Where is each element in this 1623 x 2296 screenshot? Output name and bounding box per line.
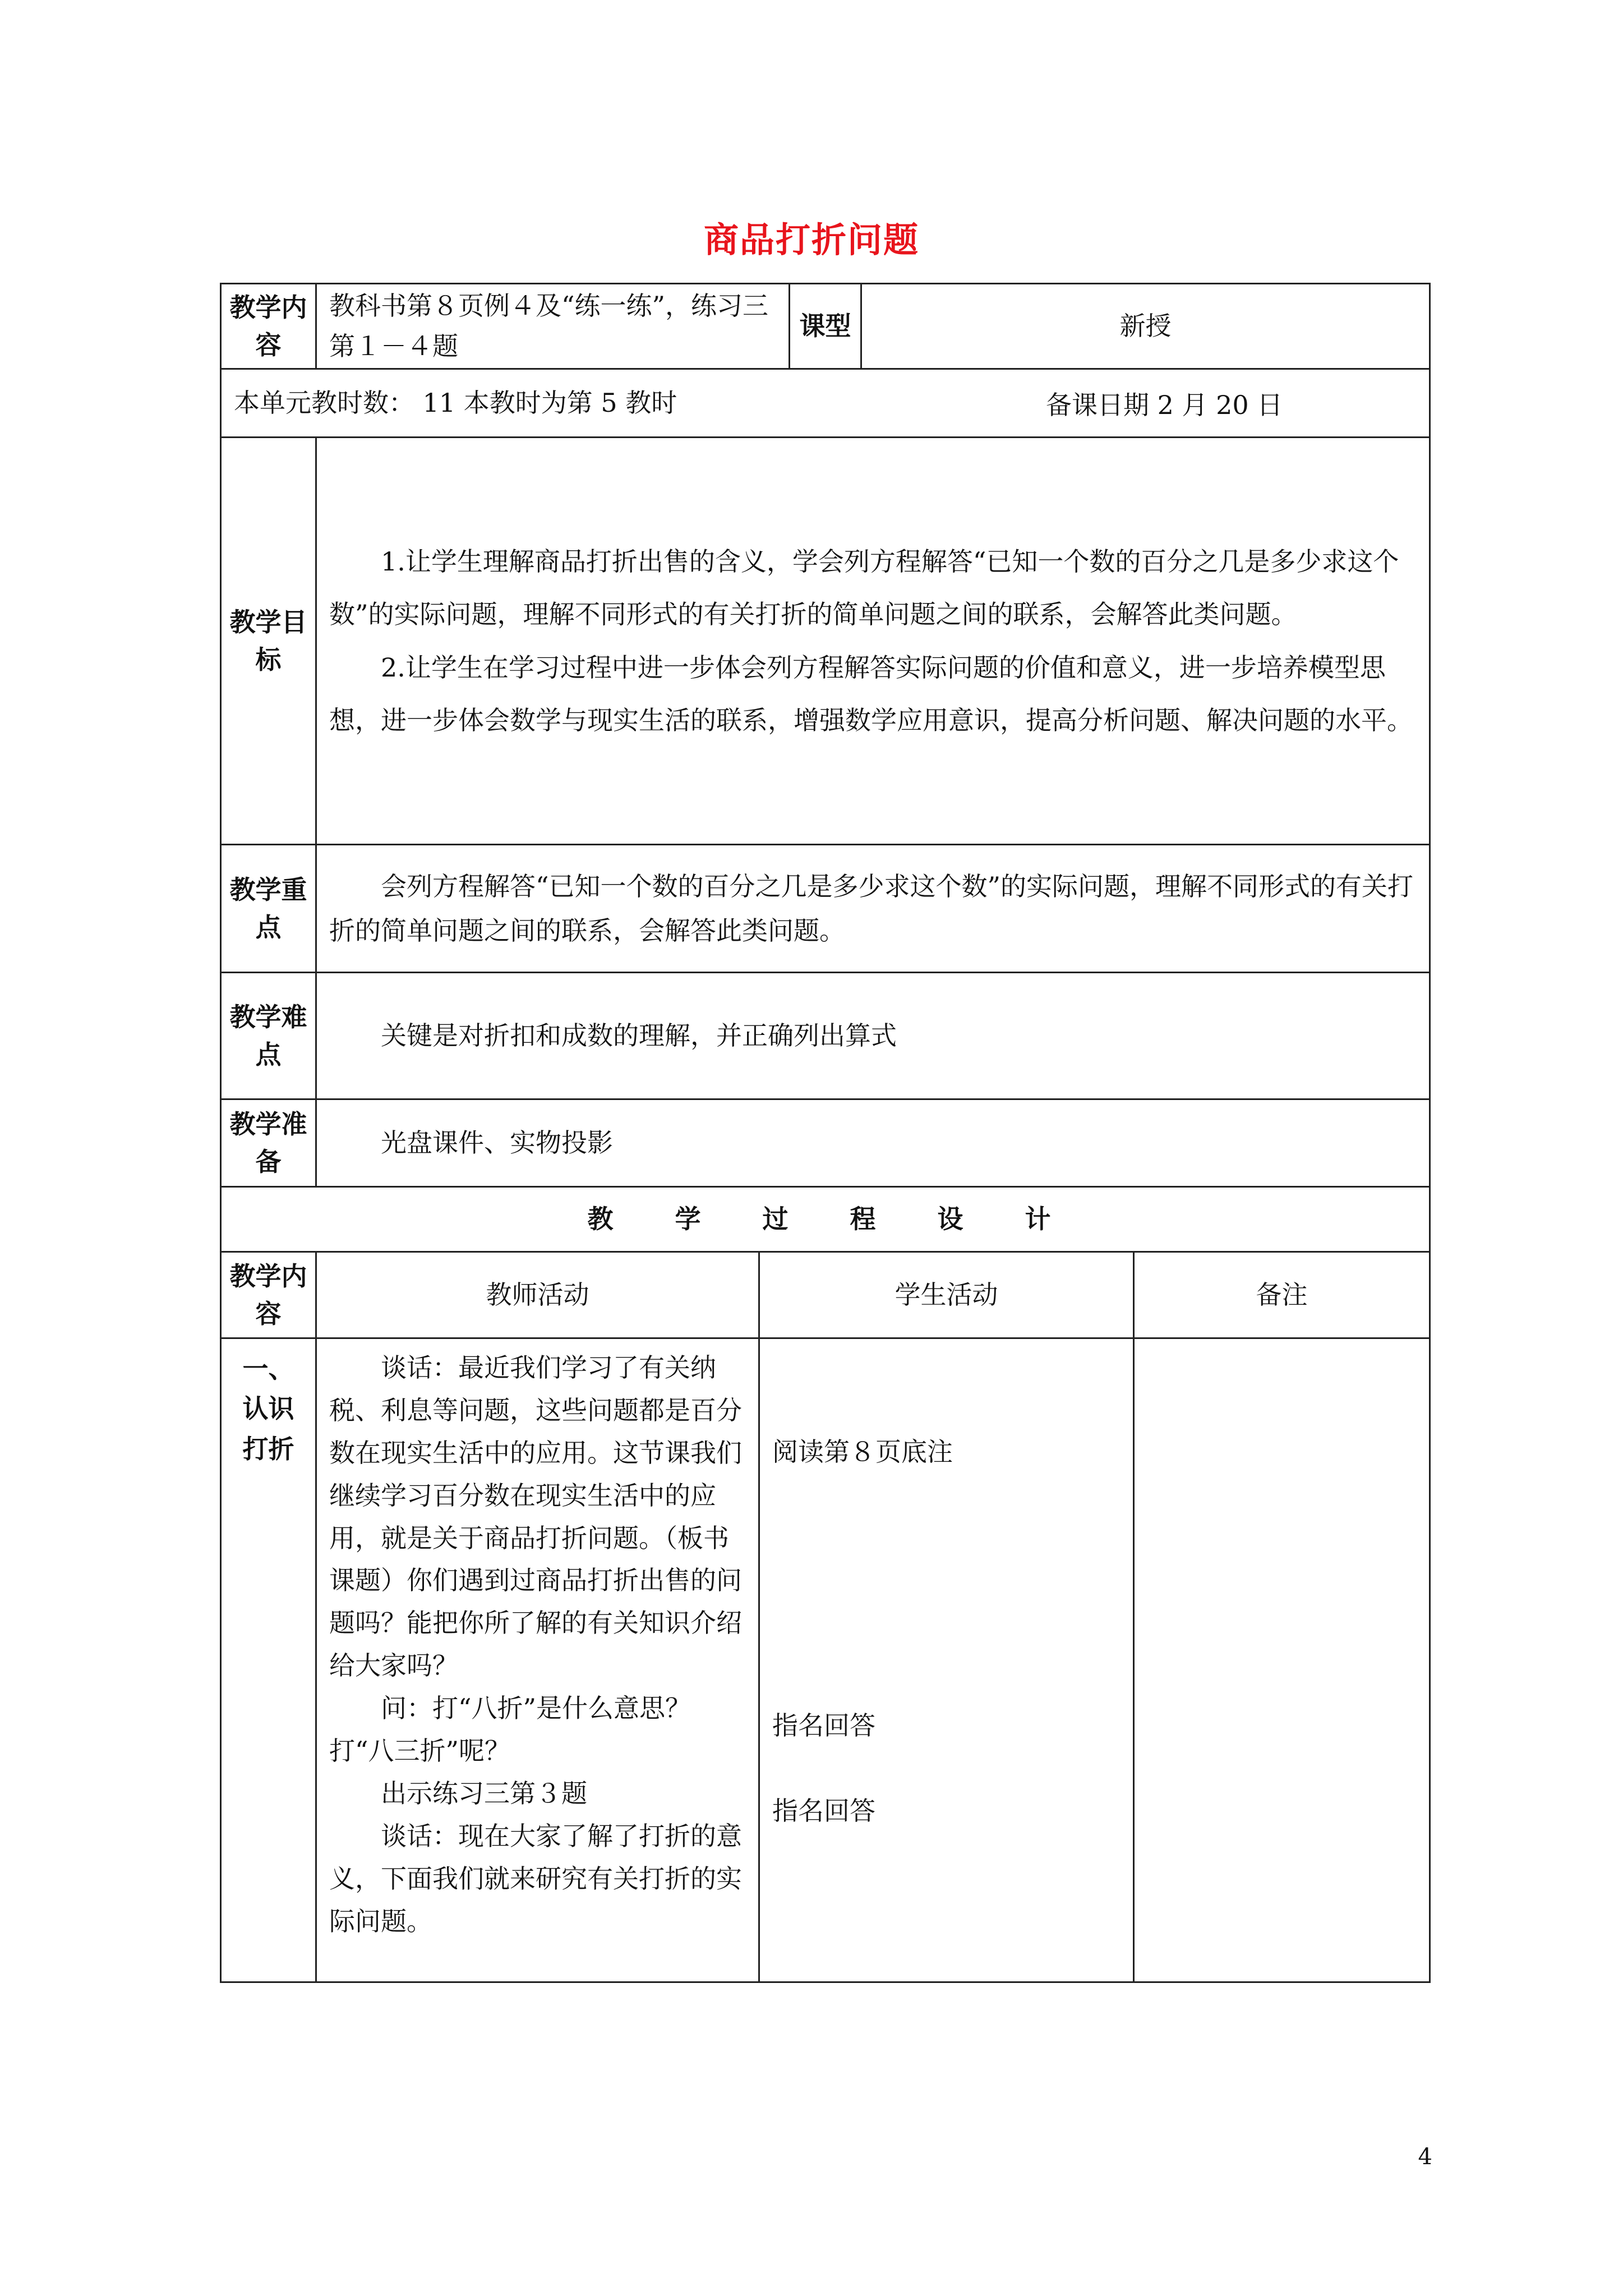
goal-paragraph: 1.让学生理解商品打折出售的含义，学会列方程解答“已知一个数的百分之几是多少求这个数”的实际问题，理解不同形式的有关打折的简单问题之间的联系，会解答此类问题。: [329, 546, 1399, 630]
section-label: 一、认识打折: [221, 1338, 316, 1982]
difficulties-label: 教学难点: [221, 973, 316, 1099]
date-text: 备课日期 2 月 20 日: [1046, 390, 1283, 420]
col-header-teacher: 教师活动: [316, 1252, 759, 1338]
student-activity: [759, 1338, 1134, 1982]
teacher-paragraph: 谈话：现在大家了解了打折的意义，下面我们就来研究有关打折的实际问题。: [329, 1820, 742, 1936]
type-value: 新授: [861, 284, 1430, 369]
preparation-text: [316, 1099, 1430, 1187]
col-header-content: 教学内容: [221, 1252, 316, 1338]
info-cell: [221, 369, 1430, 438]
difficulties-row: [221, 973, 1430, 1099]
goal-paragraph: 2.让学生在学习过程中进一步体会列方程解答实际问题的价值和意义，进一步培养模型思想，进一步体会数学与现实生活的联系，增强数学应用意识，提高分析问题、解决问题的水平。: [329, 652, 1413, 735]
process-row: [221, 1338, 1430, 1982]
keypoints-paragraph: 会列方程解答“已知一个数的百分之几是多少求这个数”的实际问题，理解不同形式的有关打折的简单问题之间的联系，会解答此类问题。: [329, 871, 1414, 946]
preparation-paragraph: 光盘课件、实物投影: [381, 1128, 613, 1158]
page-title: 商品打折问题: [703, 219, 919, 260]
col-header-student: 学生活动: [759, 1252, 1134, 1338]
lesson-plan-grid: [220, 283, 1431, 1983]
student-item: 阅读第８页底注: [772, 1437, 953, 1467]
preparation-label: 教学准备: [221, 1099, 316, 1187]
keypoints-text: [316, 845, 1430, 973]
type-label: 课型: [790, 284, 861, 369]
content-label: 教学内容: [221, 284, 316, 369]
preparation-row: [221, 1099, 1430, 1187]
process-title: 教学过程设计: [221, 1187, 1430, 1252]
page-number: 4: [1418, 2144, 1432, 2170]
info-row: [221, 369, 1430, 438]
content-row: [221, 284, 1430, 369]
hours-text: 本单元教时数： 11 本教时为第 5 教时: [234, 387, 677, 418]
goals-row: [221, 438, 1430, 845]
teacher-paragraph: 问：打“八折”是什么意思？打“八三折”呢？: [329, 1693, 691, 1766]
goals-text: [316, 438, 1430, 845]
content-text: 教科书第８页例４及“练一练”，练习三第１－４题: [316, 284, 790, 369]
process-title-row: [221, 1187, 1430, 1252]
teacher-activity: [316, 1338, 759, 1982]
difficulties-paragraph: 关键是对折扣和成数的理解，并正确列出算式: [381, 1020, 897, 1051]
goals-label: 教学目标: [221, 438, 316, 845]
keypoints-row: [221, 845, 1430, 973]
teacher-paragraph: 出示练习三第３题: [381, 1778, 587, 1809]
process-header-row: [221, 1252, 1430, 1338]
student-item: 指名回答: [772, 1710, 875, 1741]
keypoints-label: 教学重点: [221, 845, 316, 973]
student-item: 指名回答: [772, 1795, 875, 1826]
difficulties-text: [316, 973, 1430, 1099]
col-header-remarks: 备注: [1134, 1252, 1430, 1338]
teacher-paragraph: 谈话：最近我们学习了有关纳税、利息等问题，这些问题都是百分数在现实生活中的应用。这节课我们继续学习百分数在现实生活中的应用，就是关于商品打折问题。（板书课题）你们遇到过商品打折出售的问题吗？能把你所了解的有关知识介绍给大家吗？: [329, 1352, 742, 1681]
remarks-cell: [1134, 1338, 1430, 1982]
